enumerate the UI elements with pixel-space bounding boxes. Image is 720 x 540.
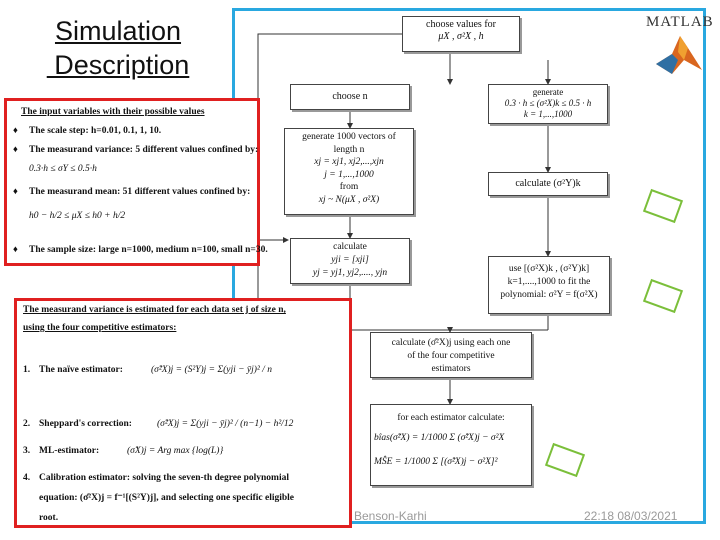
box-generate-vectors bbox=[284, 128, 414, 215]
estimators-intro-2 bbox=[23, 323, 176, 334]
input-variables-panel bbox=[4, 98, 268, 266]
box-bias-mse bbox=[370, 404, 532, 486]
box-calc-variance-y bbox=[488, 172, 608, 196]
input-item-4: The sample size: large n=1000, medium n=100, small n=30. bbox=[29, 245, 268, 255]
input-item-3: The measurand mean: 51 different values confined by: bbox=[29, 187, 251, 197]
estimators-intro-2-text: using the four competitive estimators: bbox=[23, 323, 177, 333]
box-choose-n-text: choose n bbox=[332, 91, 368, 102]
fit-poly-line-1: use [(σ²X)k , (σ²Y)k] bbox=[508, 264, 590, 274]
bias-formula: bîas(σ̂²X) = 1/1000 Σ (σ̂²X)j − σ²X bbox=[374, 433, 505, 443]
calc-y-line-3: yj = yj1, yj2,...., yjn bbox=[312, 268, 388, 278]
inputs-heading: The input variables with their possible values bbox=[21, 107, 205, 117]
gen-vec-line-3: xj = xj1, xj2,...,xjn bbox=[314, 157, 384, 167]
matlab-logo bbox=[646, 14, 714, 31]
gen-var-line-2: 0.3 · h ≤ (σ²X)k ≤ 0.5 · h bbox=[504, 98, 592, 108]
input-item-2-formula: 0.3·h ≤ σY ≤ 0.5·h bbox=[29, 164, 97, 174]
title-line-2: Description bbox=[46, 50, 190, 80]
estimator-3-label: ML-estimator: bbox=[39, 446, 100, 456]
gen-vec-line-4: j = 1,...,1000 bbox=[324, 169, 374, 180]
fit-poly-line-3: polynomial: σ²Y = f(σ²X) bbox=[500, 290, 598, 300]
calc-y-line-1: calculate bbox=[333, 242, 367, 252]
estimator-1-label: The naïve estimator: bbox=[39, 365, 123, 375]
footer-datetime: 22:18 08/03/2021 bbox=[584, 509, 678, 523]
estimator-1-formula: (σ̂²X)j = (S²Y)j = Σ(yji − ȳj)² / n bbox=[151, 365, 272, 375]
box-choose-values-vars: μX , σ²X , h bbox=[438, 31, 484, 42]
input-item-3-formula: h0 − h/2 ≤ μX ≤ h0 + h/2 bbox=[29, 211, 126, 221]
bullet-2: ♦ bbox=[13, 145, 18, 155]
title-line-1: Simulation bbox=[54, 16, 182, 46]
box-generate-variances bbox=[488, 84, 608, 124]
gen-vec-line-5: from bbox=[339, 182, 359, 192]
calc-y-line-2: yji = [xji] bbox=[331, 255, 369, 265]
box-calc-estimators bbox=[370, 332, 532, 378]
bias-mse-heading: for each estimator calculate: bbox=[397, 413, 505, 423]
estimator-2-label: Sheppard's correction: bbox=[39, 419, 132, 429]
box-fit-polynomial bbox=[488, 256, 610, 314]
estimators-panel bbox=[14, 298, 352, 528]
box-calculate-y bbox=[290, 238, 410, 284]
box-choose-n bbox=[290, 84, 410, 110]
calc-est-line-2: of the four competitive bbox=[407, 351, 495, 361]
input-item-2: The measurand variance: 5 different values confined by: bbox=[29, 145, 259, 155]
estimator-4-label: Calibration estimator: solving the seven-th degree polynomial bbox=[39, 473, 289, 483]
calc-est-line-1: calculate (σ̂²X)j using each one bbox=[391, 338, 511, 348]
gen-var-line-1: generate bbox=[532, 87, 564, 97]
matlab-membrane-icon bbox=[654, 30, 704, 76]
estimators-intro-1: The measurand variance is estimated for each data set j of size n, bbox=[23, 305, 286, 315]
estimator-2-formula: (σ̂²X)j = Σ(yji − ȳj)² / (n−1) − h²/12 bbox=[157, 419, 294, 429]
estimator-4-line-2: equation: (σ̂²X)j = f⁻¹[(S²Y)j], and selecting one specific eligible bbox=[39, 493, 295, 503]
footer-author: Benson-Karhi bbox=[354, 509, 427, 523]
input-item-1: The scale step: h=0.01, 0.1, 1, 10. bbox=[29, 126, 162, 136]
box-calc-variance-y-text: calculate (σ²Y)k bbox=[515, 178, 581, 189]
gen-vec-line-6: xj ~ N(μX , σ²X) bbox=[318, 194, 380, 205]
bullet-3: ♦ bbox=[13, 187, 18, 197]
calc-est-line-3: estimators bbox=[431, 364, 471, 374]
box-choose-values-text: choose values for bbox=[426, 19, 496, 30]
estimator-4-number: 4. bbox=[23, 473, 31, 483]
gen-vec-line-1: generate 1000 vectors of bbox=[302, 132, 396, 142]
bullet-4: ♦ bbox=[13, 245, 18, 255]
bullet-1: ♦ bbox=[13, 126, 18, 136]
matlab-logo-text: MATLAB bbox=[646, 14, 714, 30]
gen-var-line-3: k = 1,...,1000 bbox=[523, 109, 573, 119]
fit-poly-line-2: k=1,....,1000 to fit the bbox=[507, 277, 591, 287]
estimator-3-number: 3. bbox=[23, 446, 31, 456]
box-choose-values bbox=[402, 16, 520, 52]
estimator-4-line-3: root. bbox=[39, 513, 59, 523]
estimator-3-formula: (σ̂X)j = Arg max {log(L)} bbox=[127, 446, 224, 456]
gen-vec-line-2: length n bbox=[333, 144, 365, 155]
estimator-2-number: 2. bbox=[23, 419, 31, 429]
mse-formula: MŜE = 1/1000 Σ [(σ̂²X)j − σ²X]² bbox=[374, 457, 498, 467]
estimator-1-number: 1. bbox=[23, 365, 31, 375]
